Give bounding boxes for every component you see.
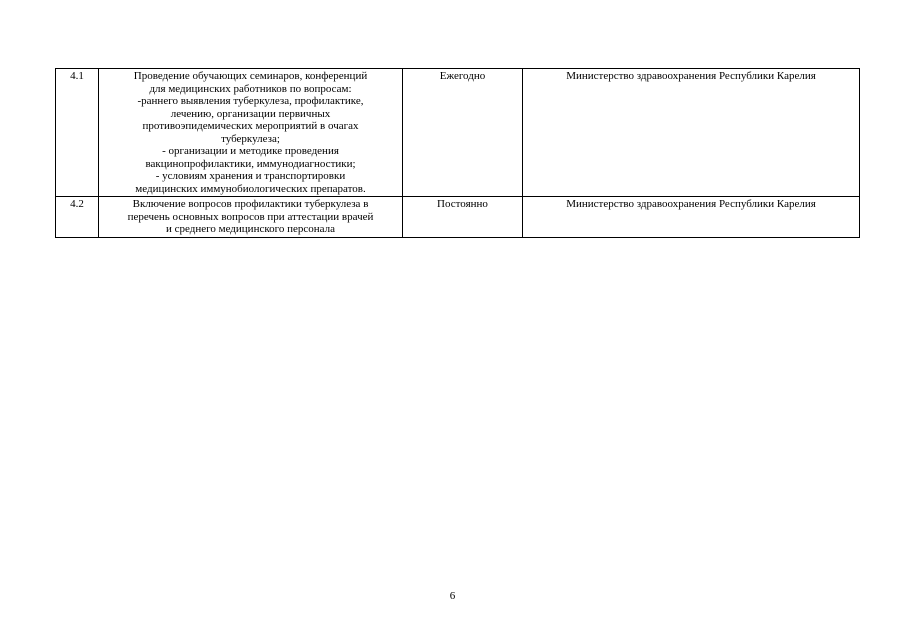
measure-responsible: Министерство здравоохранения Республики Карелия xyxy=(523,69,860,197)
description-line: Включение вопросов профилактики туберкулеза в xyxy=(132,198,369,210)
description-line: перечень основных вопросов при аттестации врачей xyxy=(127,210,374,223)
description-line: лечению, организации первичных xyxy=(170,107,331,120)
description-line: - организации и методике проведения xyxy=(162,145,339,157)
description-line: противоэпидемических мероприятий в очагах xyxy=(142,120,359,132)
description-line: - условиям хранения и транспортировки xyxy=(155,170,346,182)
description-line: туберкулеза; xyxy=(221,132,280,145)
description-line: -раннего выявления туберкулеза, профилактике, xyxy=(137,95,364,107)
description-line: вакцинопрофилактики, иммунодиагностики; xyxy=(145,157,356,170)
description-line: Проведение обучающих семинаров, конференций xyxy=(133,70,368,82)
measure-term: Постоянно xyxy=(403,197,523,238)
description-line: медицинских иммунобиологических препаратов. xyxy=(135,182,366,195)
description-line: и среднего медицинского персонала xyxy=(166,223,335,235)
table-row xyxy=(56,197,860,238)
measures-table xyxy=(55,68,860,238)
measure-responsible: Министерство здравоохранения Республики Карелия xyxy=(523,197,860,238)
measure-term: Ежегодно xyxy=(403,69,523,197)
row-number: 4.1 xyxy=(56,69,99,197)
description-line: для медицинских работников по вопросам: xyxy=(149,82,352,95)
row-number: 4.2 xyxy=(56,197,99,238)
measure-description xyxy=(99,197,403,238)
page-number: 6 xyxy=(449,590,456,602)
measure-description xyxy=(99,69,403,197)
table-row xyxy=(56,69,860,197)
